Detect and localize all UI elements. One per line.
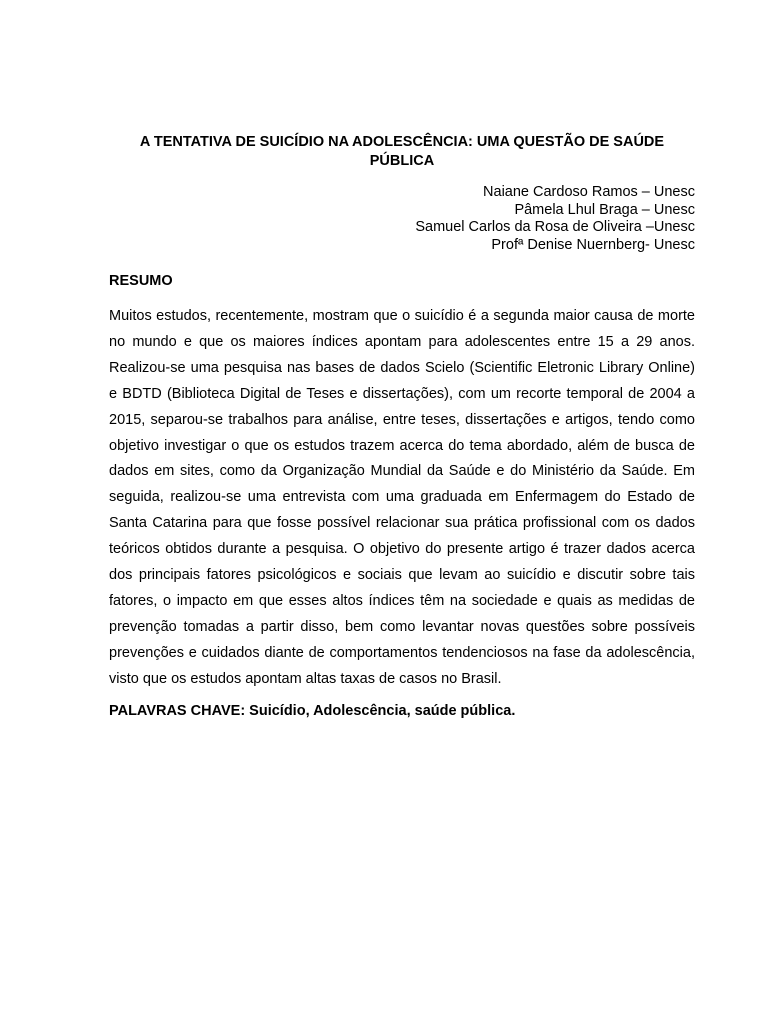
- author-list: [109, 184, 695, 254]
- abstract-paragraph: Muitos estudos, recentemente, mostram que o suicídio é a segunda maior causa de morte no mundo e que os maiores índices apontam para adolescentes entre 15 a 29 anos. Realizou-se uma pesquisa nas bases de dados Scielo (Scientific Eletronic Library Online) e BDTD (Biblioteca Digital de Teses e dissertações), com um recorte temporal de 2004 a 2015, separou-se trabalhos para análise, entre teses, dissertações e artigos, tendo como objetivo investigar o que os estudos trazem acerca do tema abordado, além de busca de dados em sites, como da Organização Mundial da Saúde e do Ministério da Saúde. Em seguida, realizou-se uma entrevista com uma graduada em Enfermagem do Estado de Santa Catarina para que fosse possível relacionar sua prática profissional com os dados teóricos obtidos durante a pesquisa. O objetivo do presente artigo é trazer dados acerca dos principais fatores psicológicos e sociais que levam ao suicídio e discutir sobre tais fatores, o impacto em que esses altos índices têm na sociedade e quais as medidas de prevenção tomadas a partir disso, bem como levantar novas questões sobre possíveis prevenções e cuidados diante de comportamentos tendenciosos na fase da adolescência, visto que os estudos apontam altas taxas de casos no Brasil.: [109, 308, 695, 687]
- author-2: Pâmela Lhul Braga – Unesc: [514, 201, 695, 218]
- document-page: [109, 133, 695, 720]
- author-4: Profª Denise Nuernberg- Unesc: [491, 236, 695, 253]
- author-3: Samuel Carlos da Rosa de Oliveira –Unesc: [415, 219, 695, 235]
- keywords-line: PALAVRAS CHAVE: Suicídio, Adolescência, saúde pública.: [109, 702, 516, 719]
- document-title: A TENTATIVA DE SUICÍDIO NA ADOLESCÊNCIA: UMA QUESTÃO DE SAÚDE PÚBLICA: [139, 134, 665, 169]
- abstract-heading: RESUMO: [109, 273, 173, 289]
- author-1: Naiane Cardoso Ramos – Unesc: [483, 184, 695, 200]
